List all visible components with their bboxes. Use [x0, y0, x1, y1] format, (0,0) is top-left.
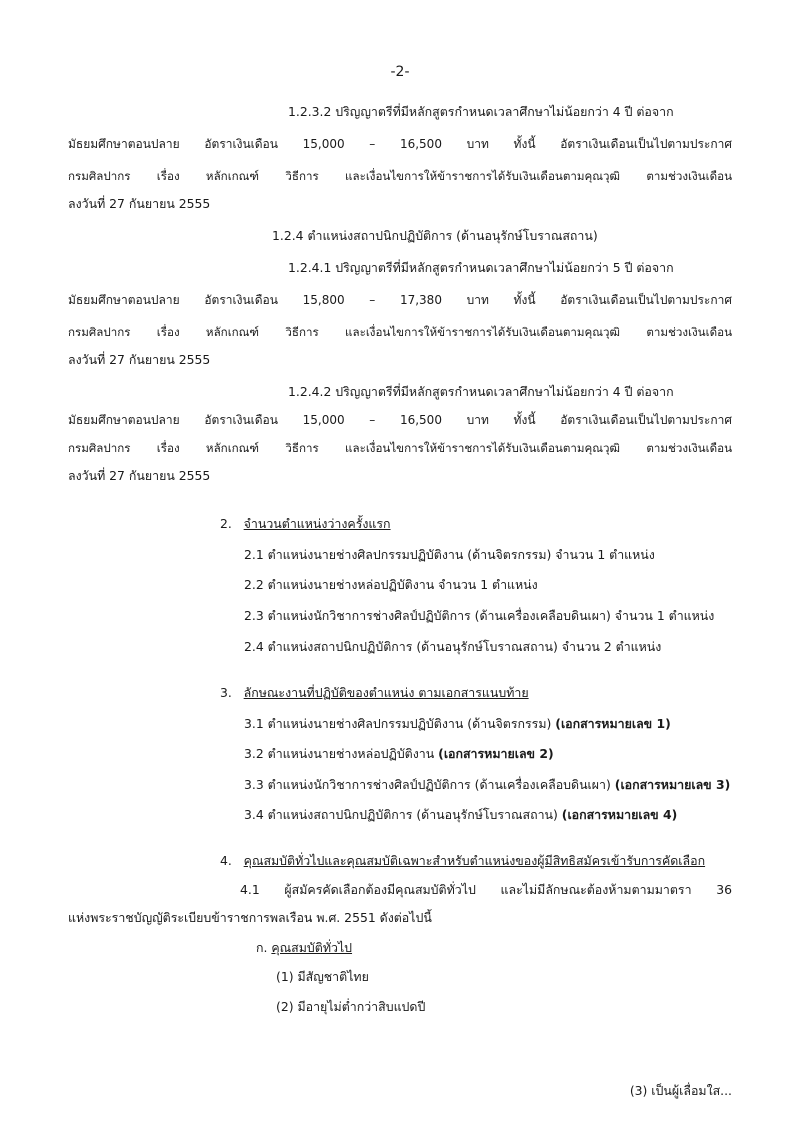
- subsection-a-title: คุณสมบัติทั่วไป: [271, 940, 353, 955]
- section-2-heading: [220, 514, 391, 534]
- section-3-item-4-doc: (เอกสารหมายเลข 4): [561, 807, 678, 822]
- section-2-title: จำนวนตำแหน่งว่างครั้งแรก: [243, 516, 391, 531]
- section-3-item-1-text: 3.1 ตำแหน่งนายช่างศิลปกรรมปฏิบัติงาน (ด้านจิตรกรรม): [244, 716, 556, 731]
- subsection-a-prefix: ก.: [256, 940, 272, 955]
- section-3-item-2-doc: (เอกสารหมายเลข 2): [438, 746, 554, 761]
- section-3-heading: [220, 683, 529, 703]
- subsection-a-heading: [256, 938, 352, 958]
- clause-1-2-4-1-line-4: ลงวันที่ 27 กันยายน 2555: [68, 352, 211, 367]
- clause-1-2-3-2-line-3: กรมศิลปากร เรื่อง หลักเกณฑ์ วิธีการ และเงื่อนไขการให้ข้าราชการได้รับเงินเดือนตามคุณวุฒิ ตามช่วงเงินเดือน: [68, 169, 732, 183]
- qualification-2: (2) มีอายุไม่ต่ำกว่าสิบแปดปี: [276, 999, 426, 1014]
- section-2-item-3: 2.3 ตำแหน่งนักวิชาการช่างศิลป์ปฏิบัติการ (ด้านเครื่องเคลือบดินเผา) จำนวน 1 ตำแหน่ง: [244, 608, 715, 623]
- section-3-item-4: [244, 805, 677, 825]
- section-3-item-2-text: 3.2 ตำแหน่งนายช่างหล่อปฏิบัติงาน: [244, 746, 439, 761]
- clause-1-2-3-2-line-1: 1.2.3.2 ปริญญาตรีที่มีหลักสูตรกำหนดเวลาศึกษาไม่น้อยกว่า 4 ปี ต่อจาก: [288, 104, 674, 119]
- section-3-item-2: [244, 744, 554, 764]
- section-3-item-3-text: 3.3 ตำแหน่งนักวิชาการช่างศิลป์ปฏิบัติการ (ด้านเครื่องเคลือบดินเผา): [244, 777, 615, 792]
- section-4-title: คุณสมบัติทั่วไปและคุณสมบัติเฉพาะสำหรับตำแหน่งของผู้มีสิทธิสมัครเข้ารับการคัดเลือก: [243, 853, 706, 868]
- page-number: -2-: [390, 64, 410, 80]
- continuation-marker: (3) เป็นผู้เลื่อมใส...: [629, 1083, 732, 1098]
- section-3-title: ลักษณะงานที่ปฏิบัติของตำแหน่ง ตามเอกสารแนบท้าย: [243, 685, 529, 700]
- section-3-item-3: [244, 775, 730, 795]
- section-3-item-4-text: 3.4 ตำแหน่งสถาปนิกปฏิบัติการ (ด้านอนุรักษ์โบราณสถาน): [244, 807, 562, 822]
- qualification-1: (1) มีสัญชาติไทย: [276, 969, 369, 984]
- section-4-number: 4.: [220, 853, 232, 868]
- clause-1-2-3-2-line-4: ลงวันที่ 27 กันยายน 2555: [68, 196, 211, 211]
- clause-1-2-4-2-line-1: 1.2.4.2 ปริญญาตรีที่มีหลักสูตรกำหนดเวลาศึกษาไม่น้อยกว่า 4 ปี ต่อจาก: [288, 384, 674, 399]
- clause-1-2-4-1-line-2: มัธยมศึกษาตอนปลาย อัตราเงินเดือน 15,800 – 17,380 บาท ทั้งนี้ อัตราเงินเดือนเป็นไปตามประกาศ: [68, 293, 732, 307]
- section-2-number: 2.: [220, 516, 232, 531]
- section-3-item-1-doc: (เอกสารหมายเลข 1): [555, 716, 671, 731]
- clause-1-2-4-1-line-3: กรมศิลปากร เรื่อง หลักเกณฑ์ วิธีการ และเงื่อนไขการให้ข้าราชการได้รับเงินเดือนตามคุณวุฒิ ตามช่วงเงินเดือน: [68, 325, 732, 339]
- clause-4-1-line-1: 4.1 ผู้สมัครคัดเลือกต้องมีคุณสมบัติทั่วไป และไม่มีลักษณะต้องห้ามตามมาตรา 36: [240, 882, 732, 897]
- section-2-item-4: 2.4 ตำแหน่งสถาปนิกปฏิบัติการ (ด้านอนุรักษ์โบราณสถาน) จำนวน 2 ตำแหน่ง: [244, 639, 662, 654]
- clause-1-2-3-2-line-2: มัธยมศึกษาตอนปลาย อัตราเงินเดือน 15,000 – 16,500 บาท ทั้งนี้ อัตราเงินเดือนเป็นไปตามประกาศ: [68, 137, 732, 151]
- section-4-heading: [220, 851, 705, 871]
- clause-1-2-4-2-line-4: ลงวันที่ 27 กันยายน 2555: [68, 468, 211, 483]
- clause-1-2-4-2-line-3: กรมศิลปากร เรื่อง หลักเกณฑ์ วิธีการ และเงื่อนไขการให้ข้าราชการได้รับเงินเดือนตามคุณวุฒิ ตามช่วงเงินเดือน: [68, 441, 732, 455]
- clause-1-2-4-2-line-2: มัธยมศึกษาตอนปลาย อัตราเงินเดือน 15,000 – 16,500 บาท ทั้งนี้ อัตราเงินเดือนเป็นไปตามประกาศ: [68, 413, 732, 427]
- section-3-item-1: [244, 714, 671, 734]
- clause-1-2-4-heading: 1.2.4 ตำแหน่งสถาปนิกปฏิบัติการ (ด้านอนุรักษ์โบราณสถาน): [272, 228, 598, 243]
- section-3-number: 3.: [220, 685, 232, 700]
- section-2-item-2: 2.2 ตำแหน่งนายช่างหล่อปฏิบัติงาน จำนวน 1 ตำแหน่ง: [244, 577, 538, 592]
- clause-4-1-line-2: แห่งพระราชบัญญัติระเบียบข้าราชการพลเรือน พ.ศ. 2551 ดังต่อไปนี้: [68, 910, 432, 925]
- section-3-item-3-doc: (เอกสารหมายเลข 3): [614, 777, 731, 792]
- clause-1-2-4-1-line-1: 1.2.4.1 ปริญญาตรีที่มีหลักสูตรกำหนดเวลาศึกษาไม่น้อยกว่า 5 ปี ต่อจาก: [288, 260, 674, 275]
- section-2-item-1: 2.1 ตำแหน่งนายช่างศิลปกรรมปฏิบัติงาน (ด้านจิตรกรรม) จำนวน 1 ตำแหน่ง: [244, 547, 655, 562]
